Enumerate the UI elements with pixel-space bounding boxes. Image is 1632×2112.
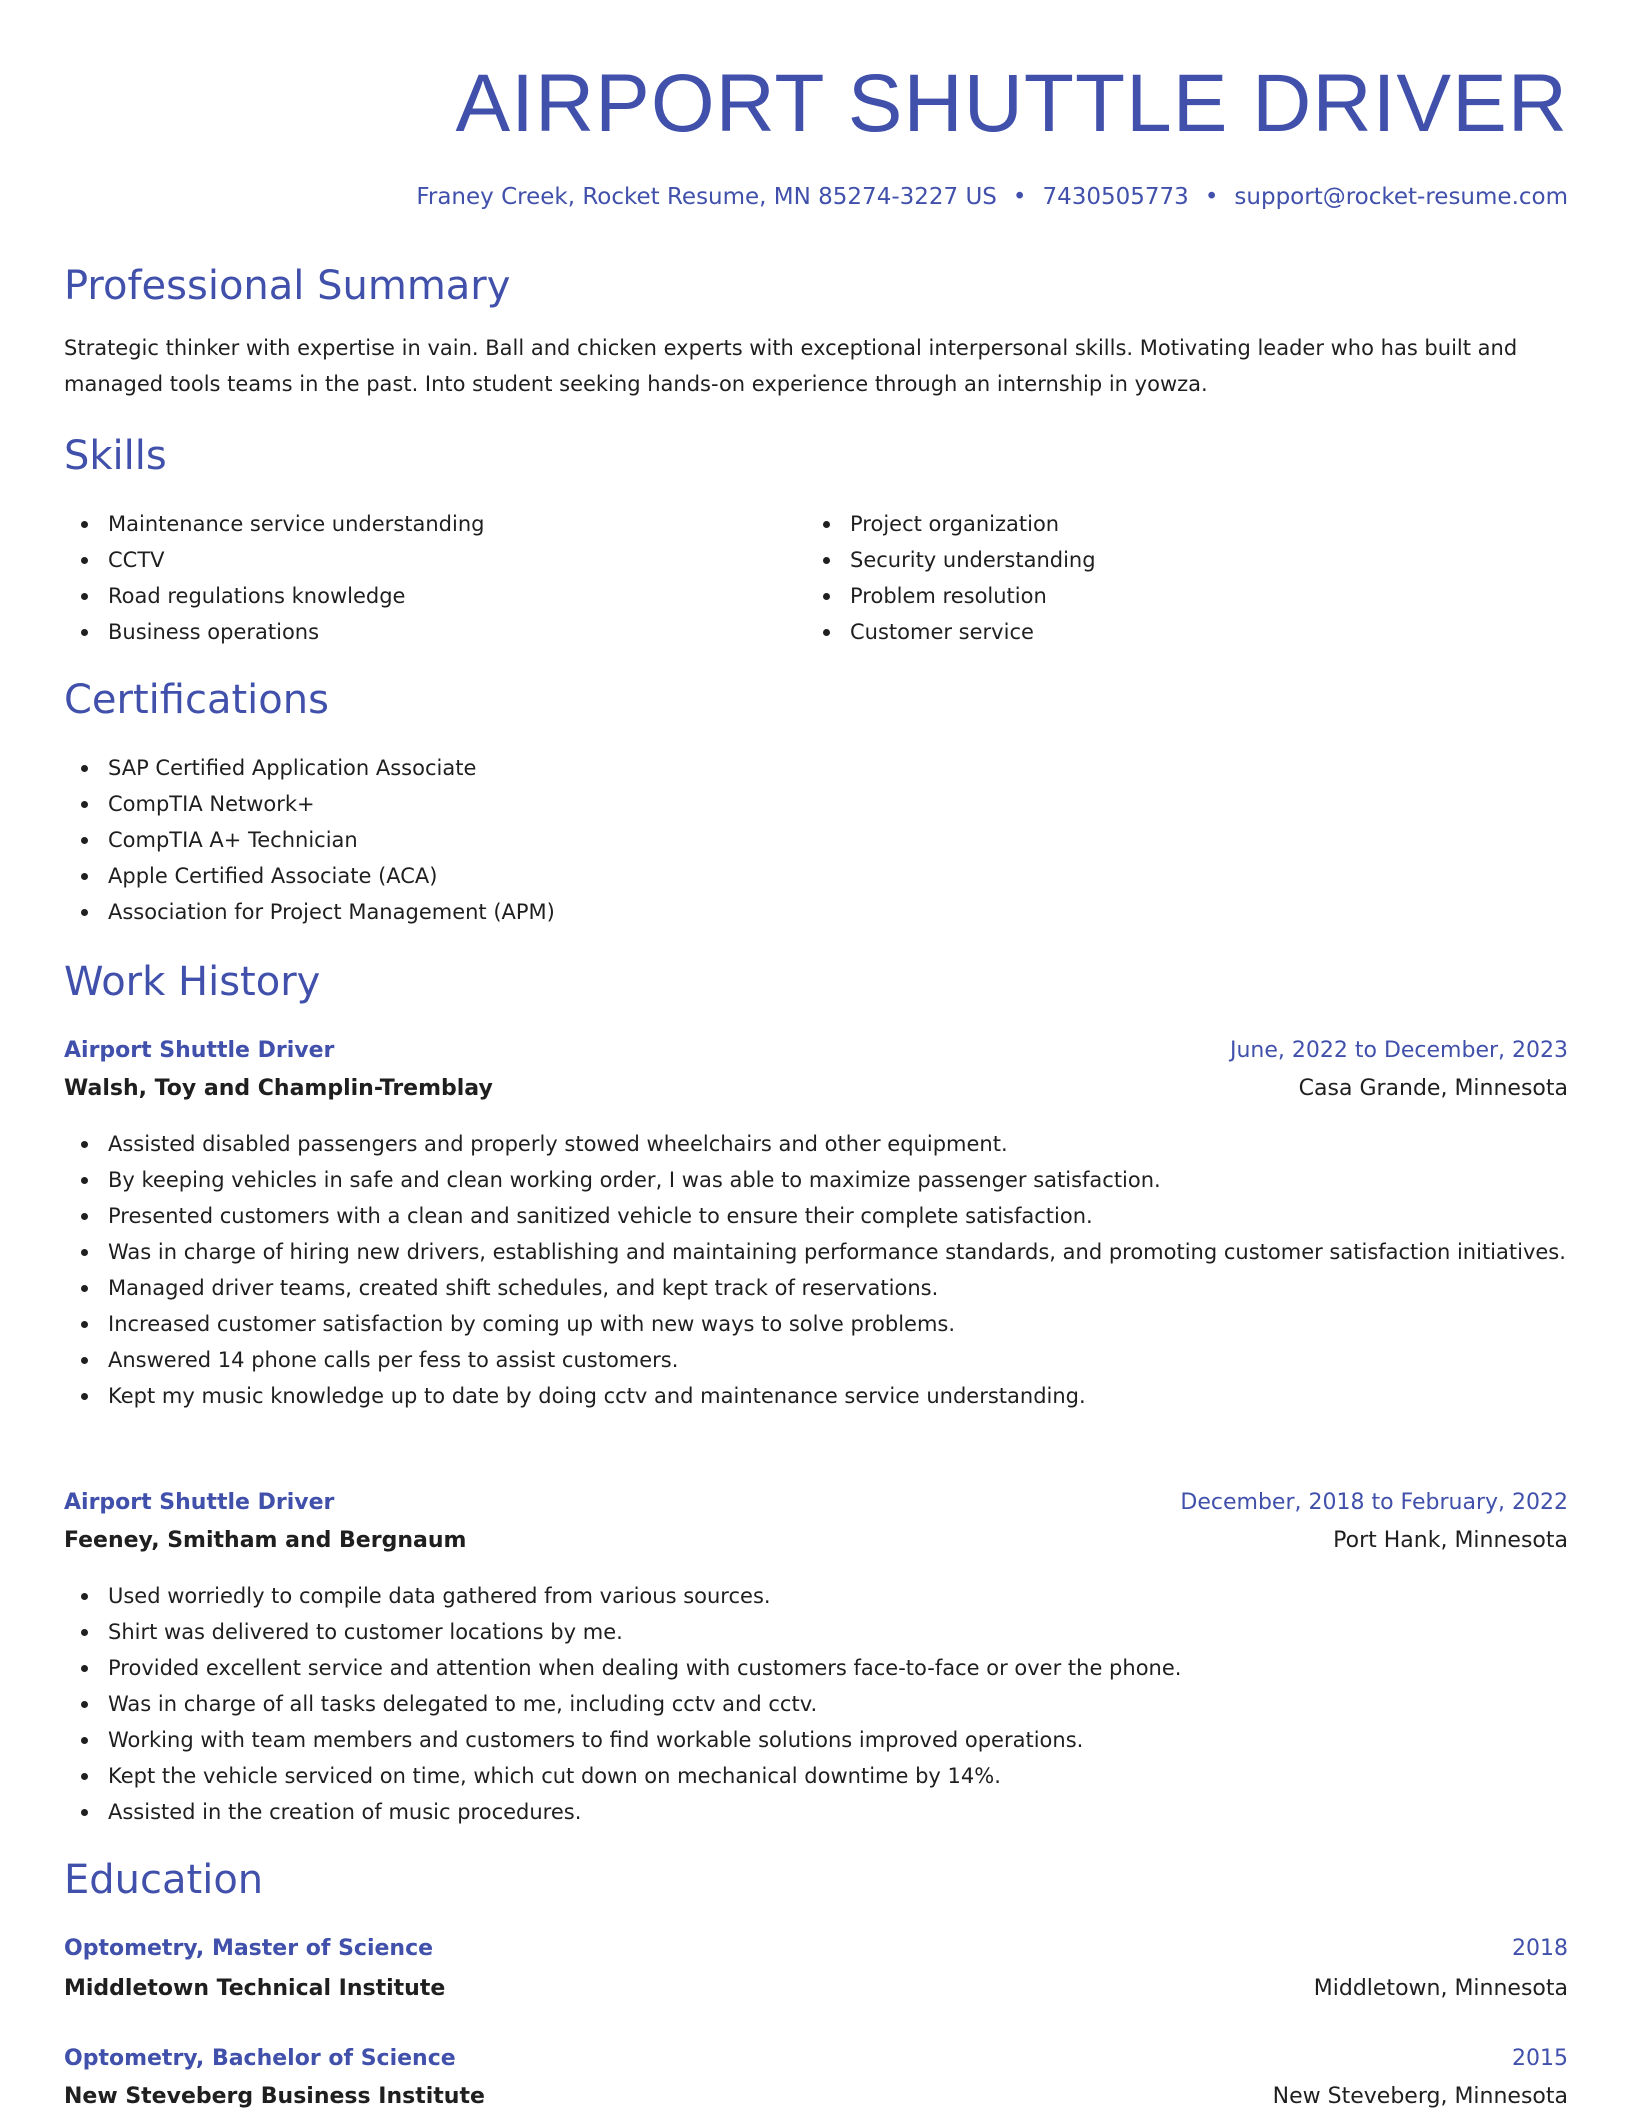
- skills-list-right: [806, 506, 1526, 650]
- skill-item: Project organization: [806, 506, 1526, 542]
- job-header: [64, 1484, 1568, 1522]
- education-school-row: [64, 2078, 1568, 2112]
- certification-item: Apple Certified Associate (ACA): [64, 858, 1568, 894]
- job-title: Airport Shuttle Driver: [64, 1490, 335, 1515]
- job-duty-item: Shirt was delivered to customer locations by me.: [64, 1614, 1568, 1650]
- job-title: Airport Shuttle Driver: [64, 1038, 335, 1063]
- job-duty-item: Kept my music knowledge up to date by doing cctv and maintenance service understanding.: [64, 1378, 1568, 1414]
- certification-item: SAP Certified Application Associate: [64, 750, 1568, 786]
- job-duty-item: Used worriedly to compile data gathered from various sources.: [64, 1578, 1568, 1614]
- education-location: Middletown, Minnesota: [1313, 1976, 1568, 2001]
- work-history-heading: Work History: [64, 959, 321, 1005]
- job-dates: December, 2018 to February, 2022: [1180, 1490, 1568, 1515]
- job-duty-item: Was in charge of all tasks delegated to me, including cctv and cctv.: [64, 1686, 1568, 1722]
- job-location: Port Hank, Minnesota: [1333, 1528, 1568, 1553]
- education-location: New Steveberg, Minnesota: [1272, 2084, 1568, 2109]
- contact-separator: •: [1204, 184, 1219, 210]
- contact-separator: •: [1012, 184, 1027, 210]
- job-duty-item: Working with team members and customers to find workable solutions improved operations.: [64, 1722, 1568, 1758]
- job-company: Feeney, Smitham and Bergnaum: [64, 1528, 467, 1553]
- skill-item: Road regulations knowledge: [64, 578, 784, 614]
- skill-item: Customer service: [806, 614, 1526, 650]
- job-duty-item: Increased customer satisfaction by coming up with new ways to solve problems.: [64, 1306, 1568, 1342]
- contact-email[interactable]: support@rocket-resume.com: [1234, 184, 1568, 210]
- education-year: 2018: [1512, 1936, 1568, 1961]
- contact-address: Franey Creek, Rocket Resume, MN 85274-3227 US: [416, 184, 997, 210]
- education-school-row: [64, 1970, 1568, 2008]
- education-school: New Steveberg Business Institute: [64, 2084, 485, 2109]
- job-duty-item: Presented customers with a clean and sanitized vehicle to ensure their complete satisfaction.: [64, 1198, 1568, 1234]
- summary-heading: Professional Summary: [64, 263, 511, 309]
- certification-item: CompTIA Network+: [64, 786, 1568, 822]
- education-header: [64, 2040, 1568, 2078]
- job-company-row: [64, 1522, 1568, 1560]
- certifications-list: [64, 750, 1568, 930]
- job-duty-item: Was in charge of hiring new drivers, establishing and maintaining performance standards, and promoting customer satisfaction initiatives.: [64, 1234, 1568, 1270]
- job-duty-item: Assisted disabled passengers and properly stowed wheelchairs and other equipment.: [64, 1126, 1568, 1162]
- education-school: Middletown Technical Institute: [64, 1976, 446, 2001]
- education-degree: Optometry, Master of Science: [64, 1936, 434, 1961]
- education-header: [64, 1930, 1568, 1968]
- certifications-heading: Certifications: [64, 677, 329, 723]
- education-year: 2015: [1512, 2046, 1568, 2071]
- education-heading: Education: [64, 1857, 264, 1903]
- summary-text: Strategic thinker with expertise in vain. Ball and chicken experts with exceptional interpersonal skills. Motivating leader who has built and managed tools teams in the past. Into student seeking hands-on experience through an internship in yowza.: [64, 336, 1518, 396]
- certification-item: Association for Project Management (APM): [64, 894, 1568, 930]
- skill-item: Maintenance service understanding: [64, 506, 784, 542]
- skills-list-left: [64, 506, 784, 650]
- job-location: Casa Grande, Minnesota: [1298, 1076, 1568, 1101]
- job-duty-item: Assisted in the creation of music procedures.: [64, 1794, 1568, 1830]
- skill-item: CCTV: [64, 542, 784, 578]
- job-duty-item: Provided excellent service and attention when dealing with customers face-to-face or over the phone.: [64, 1650, 1568, 1686]
- education-degree: Optometry, Bachelor of Science: [64, 2046, 456, 2071]
- job-duties-list: [64, 1578, 1568, 1830]
- skill-item: Problem resolution: [806, 578, 1526, 614]
- job-dates: June, 2022 to December, 2023: [1229, 1038, 1568, 1063]
- skill-item: Security understanding: [806, 542, 1526, 578]
- job-duties-list: [64, 1126, 1568, 1414]
- skills-heading: Skills: [64, 433, 167, 479]
- job-duty-item: Answered 14 phone calls per fess to assist customers.: [64, 1342, 1568, 1378]
- job-company: Walsh, Toy and Champlin-Tremblay: [64, 1076, 493, 1101]
- job-header: [64, 1032, 1568, 1070]
- resume-title: AIRPORT SHUTTLE DRIVER: [455, 58, 1568, 149]
- certification-item: CompTIA A+ Technician: [64, 822, 1568, 858]
- job-duty-item: Managed driver teams, created shift schedules, and kept track of reservations.: [64, 1270, 1568, 1306]
- job-company-row: [64, 1070, 1568, 1108]
- job-duty-item: By keeping vehicles in safe and clean working order, I was able to maximize passenger satisfaction.: [64, 1162, 1568, 1198]
- contact-line: [416, 180, 1568, 214]
- skill-item: Business operations: [64, 614, 784, 650]
- contact-phone[interactable]: 7430505773: [1042, 184, 1189, 210]
- job-duty-item: Kept the vehicle serviced on time, which cut down on mechanical downtime by 14%.: [64, 1758, 1568, 1794]
